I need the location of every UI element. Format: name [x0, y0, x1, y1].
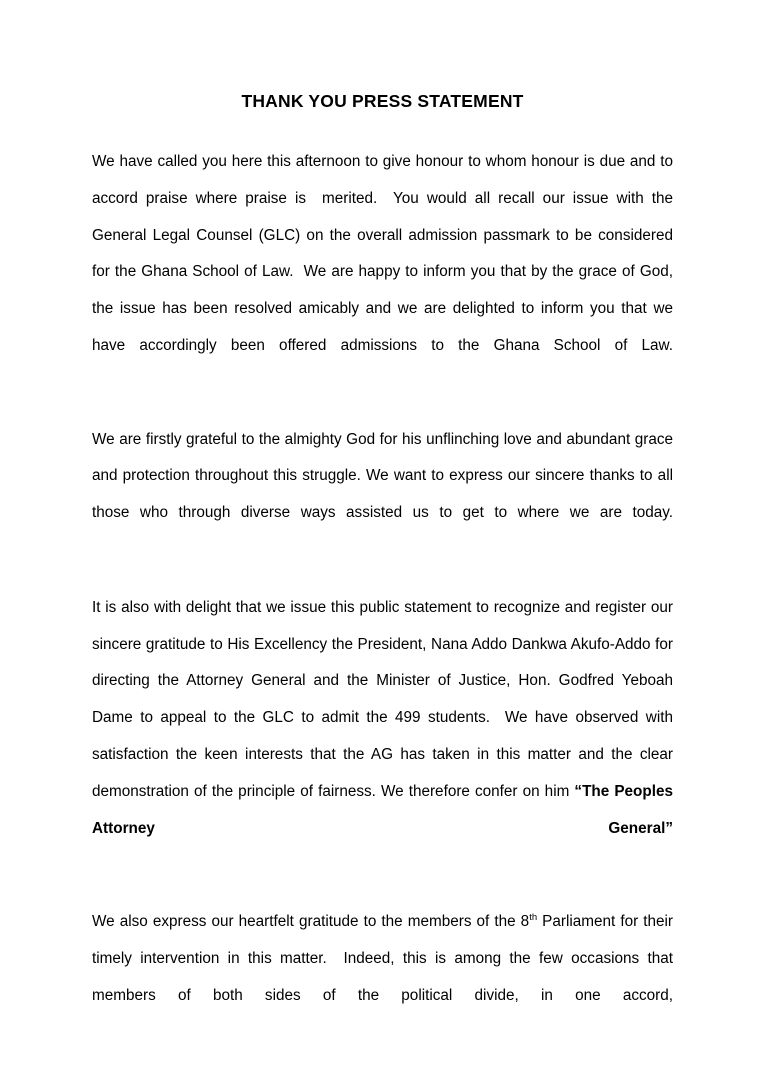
conferred-title-quote: “The Peoples Attorney General” — [92, 782, 677, 837]
paragraph-three — [92, 590, 678, 884]
ordinal-suffix: th — [529, 912, 538, 924]
paragraph-four-trailing-text: Parliament for their timely intervention in this matter. Indeed, this is among the few occasions that members of both sides of the political divide, in one accord, — [92, 913, 687, 1004]
document-body — [92, 0, 687, 1051]
page-title: THANK YOU PRESS STATEMENT — [241, 91, 524, 111]
paragraph-three-lead-text: It is also with delight that we issue this public statement to recognize and register our sincere gratitude to His Excellency the President, Nana Addo Dankwa Akufo-Addo for directing the Attorney General and the Minister of Justice, Hon. Godfred Yeboah Dame to appeal to the GLC to admit the 499 students. We have observed with satisfaction the keen interests that the AG has taken in this matter and the clear demonstration of the principle of fairness. We therefore confer on him — [92, 598, 678, 800]
paragraph-two: We are firstly grateful to the almighty God for his unflinching love and abundant grace and protection throughout this struggle. We want to express our sincere thanks to all those who through diverse ways assisted us to get to where we are today. — [92, 430, 678, 522]
paragraph-four-lead-text: We also express our heartfelt gratitude to the members of the 8 — [92, 913, 530, 931]
paragraph-one: We have called you here this afternoon to give honour to whom honour is due and to accord praise where praise is merited. You would all recall our issue with the General Legal Counsel (GLC) on the overall admission passmark to be considered for the Ghana School of Law. We are happy to inform you that by the grace of God, the issue has been resolved amicably and we are delighted to inform you that we have accordingly been offered admissions to the Ghana School of Law. — [92, 153, 678, 354]
paragraph-four — [92, 904, 687, 1051]
